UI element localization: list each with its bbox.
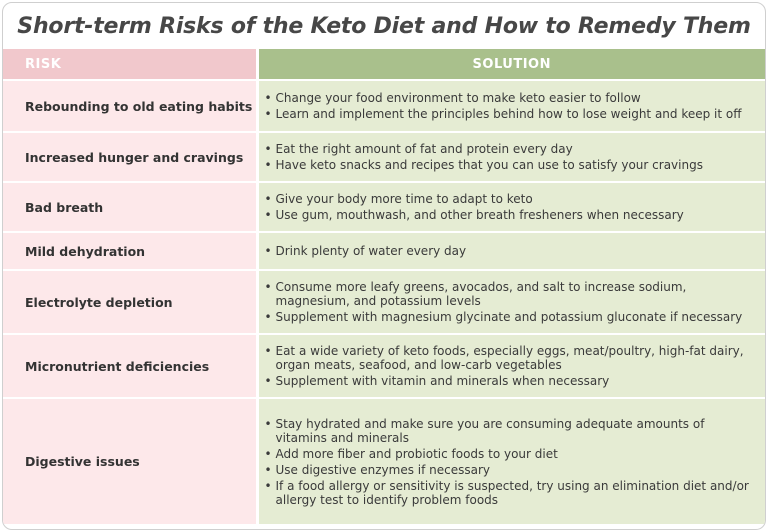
risk-cell: Electrolyte depletion [3, 270, 257, 334]
table-row [3, 398, 765, 524]
table-header-row [3, 49, 765, 80]
solution-cell [257, 232, 765, 270]
solution-cell [257, 182, 765, 232]
risk-cell: Mild dehydration [3, 232, 257, 270]
solution-column-header: SOLUTION [257, 49, 765, 80]
solution-item: • Supplement with vitamin and minerals when necessary [265, 374, 756, 388]
risk-cell: Increased hunger and cravings [3, 132, 257, 182]
solution-list [265, 91, 756, 121]
table-row [3, 334, 765, 398]
solution-cell [257, 80, 765, 132]
solution-cell [257, 398, 765, 524]
table-row [3, 232, 765, 270]
solution-item: • Give your body more time to adapt to keto [265, 192, 756, 206]
solution-item: • Use digestive enzymes if necessary [265, 463, 756, 477]
risk-cell: Micronutrient deficiencies [3, 334, 257, 398]
solution-list [265, 344, 756, 388]
risk-column-header: RISK [3, 49, 257, 80]
solution-item: • Eat the right amount of fat and protein every day [265, 142, 756, 156]
table-row [3, 80, 765, 132]
solution-list [265, 142, 756, 172]
solution-item: • Supplement with magnesium glycinate and potassium gluconate if necessary [265, 310, 756, 324]
solution-list [265, 280, 756, 324]
solution-item: • Drink plenty of water every day [265, 244, 756, 258]
solution-item: • Eat a wide variety of keto foods, especially eggs, meat/poultry, high-fat dairy, organ meats, seafood, and low-carb vegetables [265, 344, 756, 372]
solution-item: • Change your food environment to make keto easier to follow [265, 91, 756, 105]
page-title: Short-term Risks of the Keto Diet and How to Remedy Them [17, 13, 751, 39]
risk-table [3, 49, 765, 524]
solution-cell [257, 270, 765, 334]
risk-cell: Rebounding to old eating habits [3, 80, 257, 132]
table-row [3, 270, 765, 334]
solution-list [265, 192, 756, 222]
solution-cell [257, 334, 765, 398]
solution-cell [257, 132, 765, 182]
risk-cell: Bad breath [3, 182, 257, 232]
risk-cell: Digestive issues [3, 398, 257, 524]
solution-item: • Learn and implement the principles behind how to lose weight and keep it off [265, 107, 756, 121]
solution-item: • Have keto snacks and recipes that you can use to satisfy your cravings [265, 158, 756, 172]
solution-item: • Use gum, mouthwash, and other breath fresheners when necessary [265, 208, 756, 222]
table-row [3, 182, 765, 232]
solution-list [265, 417, 756, 507]
solution-item: • Stay hydrated and make sure you are consuming adequate amounts of vitamins and minerals [265, 417, 756, 445]
solution-item: • Consume more leafy greens, avocados, and salt to increase sodium, magnesium, and potassium levels [265, 280, 756, 308]
table-row [3, 132, 765, 182]
solution-list [265, 244, 756, 258]
solution-item: • Add more fiber and probiotic foods to your diet [265, 447, 756, 461]
infographic-card [2, 2, 766, 530]
solution-item: • If a food allergy or sensitivity is suspected, try using an elimination diet and/or allergy test to identify problem foods [265, 479, 756, 507]
